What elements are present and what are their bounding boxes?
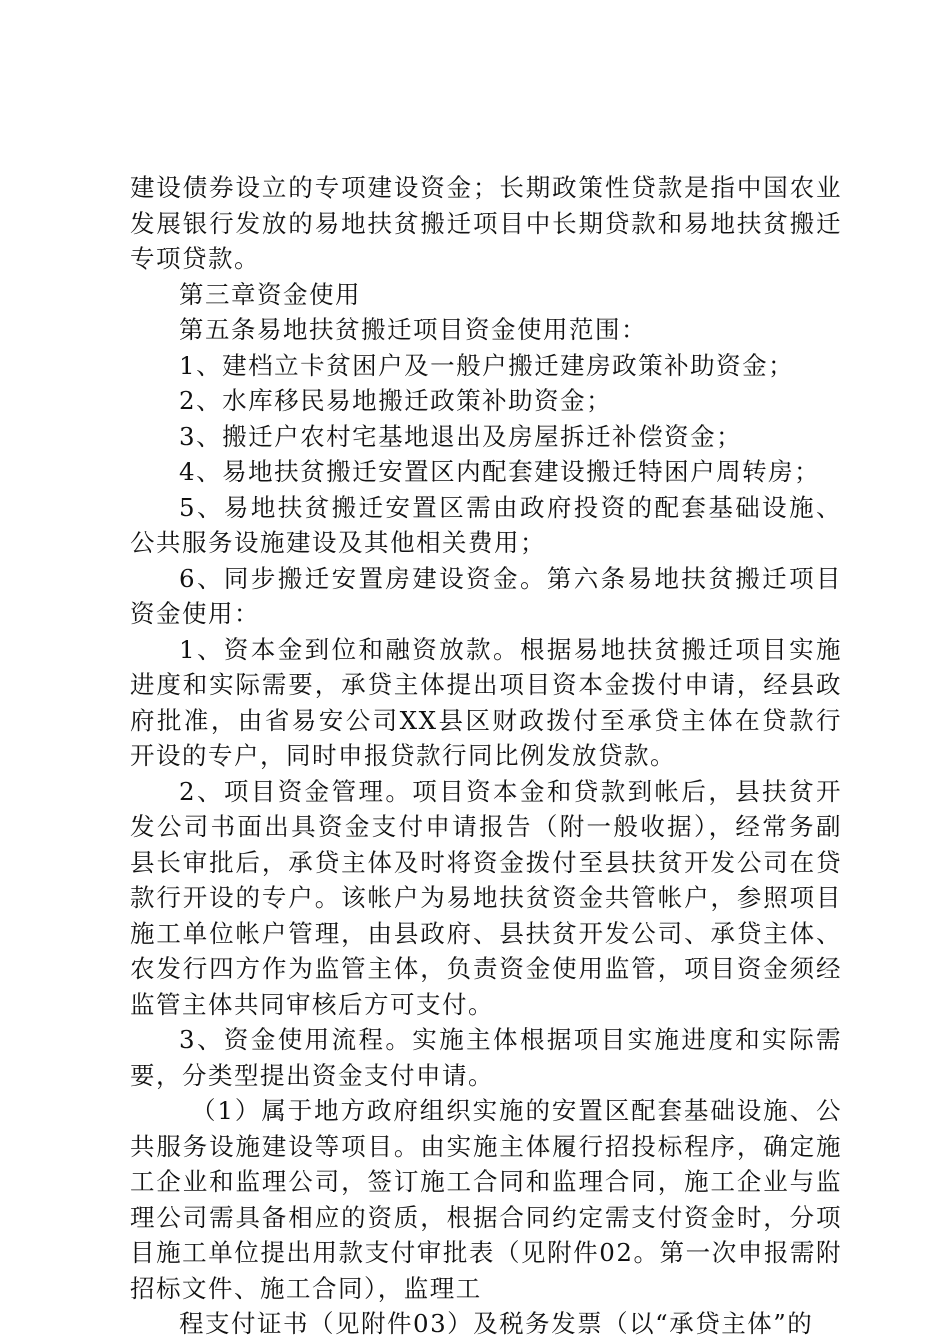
list-item: 3、搬迁户农村宅基地退出及房屋拆迁补偿资金； bbox=[179, 421, 743, 451]
list-item: 1、建档立卡贫困户及一般户搬迁建房政策补助资金； bbox=[179, 350, 795, 380]
chapter-heading: 第三章资金使用 bbox=[179, 279, 361, 309]
list-item: 6、同步搬迁安置房建设资金。第六条易地扶贫搬迁项目资金使用： bbox=[130, 563, 842, 628]
article-heading-5: 第五条易地扶贫搬迁项目资金使用范围： bbox=[179, 315, 647, 344]
list-item: 2、水库移民易地搬迁政策补助资金； bbox=[179, 386, 613, 415]
paragraph-capital: 1、资本金到位和融资放款。根据易地扶贫搬迁项目实施进度和实际需要，承贷主体提出项目资本金拨付申请，经县政府批准，由省易安公司XX县区财政拨付至承贷主体在贷款行开设的专户，同时申报贷款行同比例发放贷款。 bbox=[130, 634, 842, 770]
paragraph-intro: 建设债券设立的专项建设资金；长期政策性贷款是指中国农业发展银行发放的易地扶贫搬迁项目中长期贷款和易地扶贫搬迁专项贷款。 bbox=[130, 173, 842, 273]
document-page bbox=[130, 170, 842, 1342]
paragraph-subitem-1: （1）属于地方政府组织实施的安置区配套基础设施、公共服务设施建设等项目。由实施主体履行招投标程序，确定施工企业和监理公司，签订施工合同和监理合同，施工企业与监理公司需具备相应的资质，根据合同约定需支付资金时，分项目施工单位提出用款支付审批表（见附件02。第一次申报需附招标文件、施工合同），监理工 bbox=[130, 1096, 842, 1303]
paragraph-fund-management: 2、项目资金管理。项目资本金和贷款到帐后，县扶贫开发公司书面出具资金支付申请报告（附一般收据），经常务副县长审批后，承贷主体及时将资金拨付至县扶贫开发公司在贷款行开设的专户。该帐户为易地扶贫资金共管帐户，参照项目施工单位帐户管理，由县政府、县扶贫开发公司、承贷主体、农发行四方作为监管主体，负责资金使用监管，项目资金须经监管主体共同审核后方可支付。 bbox=[130, 776, 842, 1019]
paragraph-continuation: 程支付证书（见附件03）及税务发票（以“承贷主体”的 bbox=[179, 1309, 814, 1338]
list-item: 4、易地扶贫搬迁安置区内配套建设搬迁特困户周转房； bbox=[179, 457, 821, 486]
paragraph-fund-flow: 3、资金使用流程。实施主体根据项目实施进度和实际需要，分类型提出资金支付申请。 bbox=[130, 1025, 842, 1090]
list-item: 5、易地扶贫搬迁安置区需由政府投资的配套基础设施、公共服务设施建设及其他相关费用； bbox=[130, 492, 842, 557]
